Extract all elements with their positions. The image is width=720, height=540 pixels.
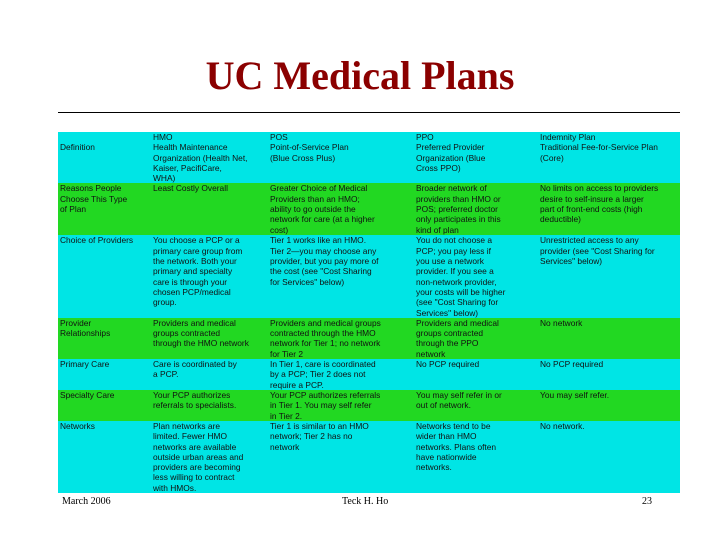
header-hmo: HMO Health Maintenance Organization (Health Net, Kaiser, PacifiCare, WHA)	[153, 132, 248, 184]
cell-indemnity: No PCP required	[540, 359, 604, 370]
table-row-primary-care	[58, 359, 680, 390]
table-row-networks	[58, 421, 680, 493]
table-row-choice-of-providers	[58, 235, 680, 317]
cell-pos: In Tier 1, care is coordinated by a PCP; Tier 2 does not require a PCP.	[270, 359, 376, 390]
footer-page-number: 23	[642, 496, 652, 507]
header-indemnity: Indemnity Plan Traditional Fee-for-Service Plan (Core)	[540, 132, 658, 163]
cell-hmo: Plan networks are limited. Fewer HMO networks are available outside urban areas and providers are becoming less willing to contract with HMOs.	[153, 420, 244, 493]
cell-hmo: Care is coordinated by a PCP.	[153, 359, 237, 380]
medical-plans-table	[58, 132, 680, 493]
cell-indemnity: No limits on access to providers desire to self-insure a larger part of front-end costs (high deductible)	[540, 183, 659, 225]
cell-ppo: Networks tend to be wider than HMO networks. Plans often have nationwide networks.	[416, 420, 497, 473]
cell-pos: Providers and medical groups contracted through the HMO network for Tier 1; no network for Tier 2	[270, 317, 381, 359]
row-label: Specialty Care	[60, 390, 115, 401]
table-row-definition	[58, 132, 680, 183]
cell-hmo: Providers and medical groups contracted through the HMO network	[153, 317, 249, 349]
cell-pos: Your PCP authorizes referrals in Tier 1. You may self refer in Tier 2.	[270, 390, 381, 421]
cell-hmo: You choose a PCP or a primary care group from the network. Both your primary and specialty care is through your chosen PCP/medical group.	[153, 235, 243, 308]
cell-ppo: No PCP required	[416, 359, 480, 370]
title-divider	[58, 112, 680, 113]
cell-indemnity: No network.	[540, 420, 585, 431]
cell-indemnity: You may self refer.	[540, 390, 610, 401]
cell-ppo: Providers and medical groups contracted through the PPO network	[416, 317, 499, 359]
row-label: Primary Care	[60, 359, 110, 370]
table-row-reasons	[58, 183, 680, 235]
header-ppo: PPO Preferred Provider Organization (Blue Cross PPO)	[416, 132, 486, 173]
row-label: Networks	[60, 420, 95, 431]
slide-title: UC Medical Plans	[205, 53, 515, 98]
table-row-provider-relationships	[58, 318, 680, 359]
cell-ppo: Broader network of providers than HMO or POS; preferred doctor only participates in this kind of plan	[416, 183, 501, 235]
cell-indemnity: Unrestricted access to any provider (see "Cost Sharing for Services" below)	[540, 235, 655, 267]
row-label: Definition	[60, 142, 95, 152]
row-label: Provider Relationships	[60, 317, 111, 339]
cell-pos: Tier 1 is similar to an HMO network; Tier 2 has no network	[270, 420, 369, 452]
cell-hmo: Least Costly Overall	[153, 183, 228, 194]
footer-author: Teck H. Ho	[342, 496, 389, 507]
cell-ppo: You do not choose a PCP; you pay less if you use a network provider. If you see a non-network provider, your costs will be higher (see "Cost Sharing for Services" below)	[416, 235, 506, 318]
row-label: Reasons People Choose This Type of Plan	[60, 183, 128, 215]
table-row-specialty-care	[58, 390, 680, 421]
cell-ppo: You may self refer in or out of network.	[416, 390, 502, 411]
cell-hmo: Your PCP authorizes referrals to specialists.	[153, 390, 237, 411]
cell-pos: Greater Choice of Medical Providers than an HMO; ability to go outside the network for care (at a higher cost)	[270, 183, 375, 235]
footer-date: March 2006	[62, 496, 111, 507]
header-pos: POS Point-of-Service Plan (Blue Cross Plus)	[270, 132, 349, 163]
cell-indemnity: No network	[540, 317, 583, 328]
cell-pos: Tier 1 works like an HMO. Tier 2—you may choose any provider, but you pay more of the cost (see "Cost Sharing for Services" below)	[270, 235, 379, 287]
row-label: Choice of Providers	[60, 235, 134, 246]
